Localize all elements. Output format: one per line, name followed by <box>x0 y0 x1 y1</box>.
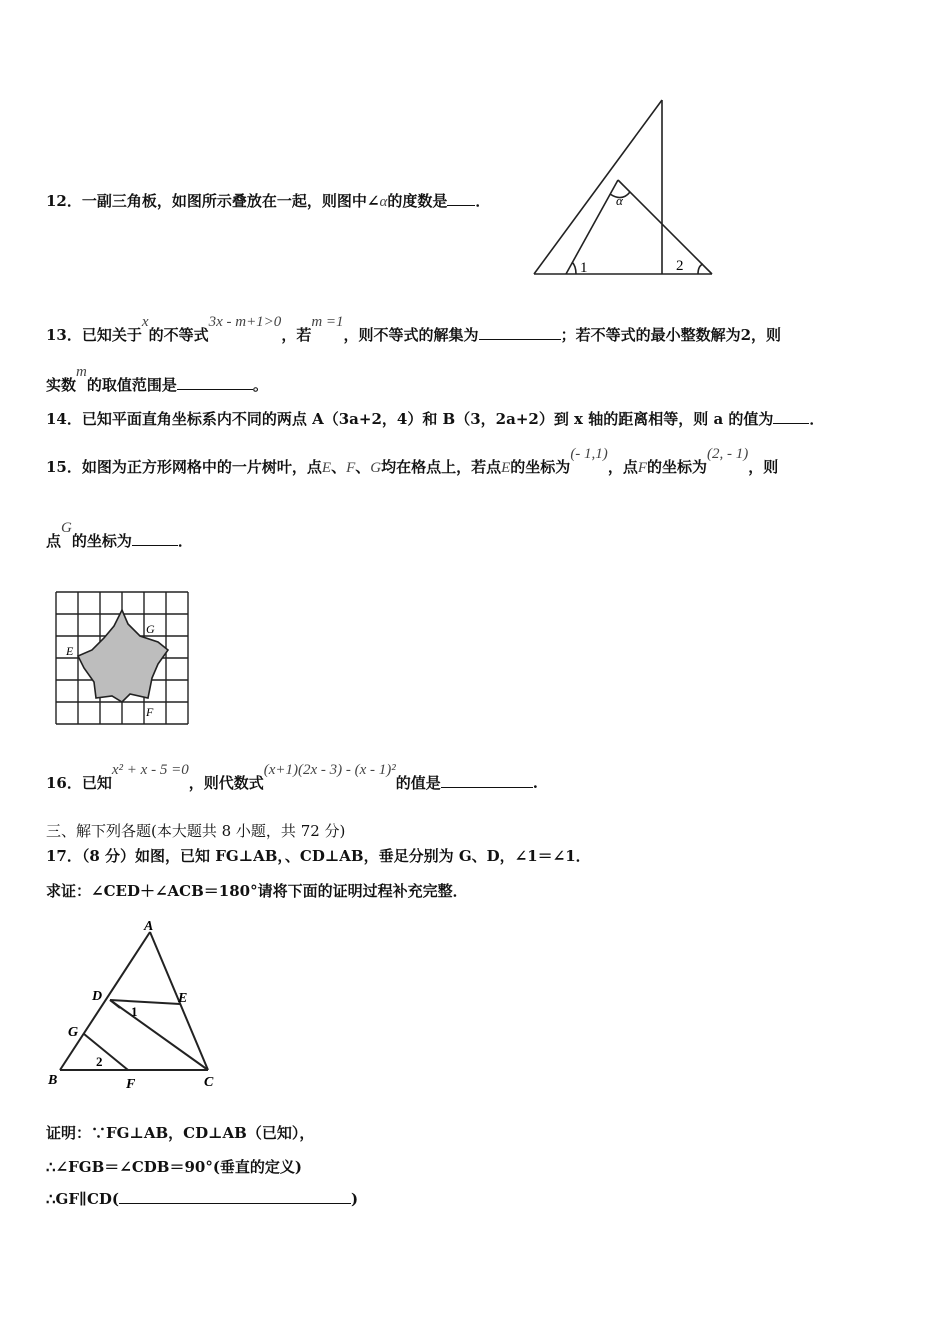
q17-proof-line3: ∴GF∥CD( ) <box>46 1190 359 1208</box>
q15-leaf-grid-figure <box>54 590 194 730</box>
q15-line2: 点G的坐标为 ． <box>46 520 193 550</box>
q17-proof-line2: ∴∠FGB＝∠CDB＝90°(垂直的定义) <box>46 1158 303 1176</box>
q17-proof-blank[interactable] <box>119 1203 351 1204</box>
q12-label-1: 1 <box>580 260 588 276</box>
q15-line1: 15．如图为正方形网格中的一片树叶，点E、F、G均在格点上，若点E的坐标为(- 1,1)，点F的坐标为(2, - 1)，则 <box>46 446 779 476</box>
q15-answer-blank[interactable] <box>132 545 178 546</box>
q17-label-1: 1 <box>131 1004 138 1019</box>
q15-label-E: E <box>66 644 74 658</box>
section3-title: 三、解下列各题(本大题共 8 小题，共 72 分) <box>46 822 346 840</box>
q17-label-E: E <box>178 991 188 1006</box>
q17-label-2: 2 <box>96 1054 103 1069</box>
q13-line2: 实数m的取值范围是 。 <box>46 364 268 394</box>
q15-label-F: F <box>146 705 154 719</box>
q12-label-2: 2 <box>676 258 684 274</box>
q16-answer-blank[interactable] <box>441 787 533 788</box>
q14-text: 14．已知平面直角坐标系内不同的两点 A（3a+2，4）和 B（3，2a+2）到 x 轴的距离相等，则 a 的值为 ． <box>46 410 825 428</box>
q13-answer-blank-2[interactable] <box>177 389 253 390</box>
q17-label-G: G <box>68 1025 79 1040</box>
q17-label-A: A <box>144 919 154 934</box>
q12-label-alpha: α <box>616 193 623 208</box>
q17-proof-line1: 证明：∵FG⊥AB，CD⊥AB（已知）， <box>46 1124 315 1142</box>
q12-answer-blank[interactable] <box>447 205 475 206</box>
q17-label-F: F <box>126 1077 136 1090</box>
q15-label-G: G <box>146 622 155 636</box>
q17-line2: 求证：∠CED＋∠ACB＝180°请将下面的证明过程补充完整． <box>46 882 468 900</box>
q12-text: 12．一副三角板，如图所示叠放在一起，则图中∠α的度数是 ． <box>46 192 491 210</box>
q17-triangle-figure <box>40 918 230 1090</box>
q14-answer-blank[interactable] <box>773 423 809 424</box>
q17-line1: 17．（8 分）如图，已知 FG⊥AB，、CD⊥AB，垂足分别为 G、D，∠1＝∠1． <box>46 847 591 865</box>
q17-label-B: B <box>48 1073 58 1088</box>
q16-text: 16．已知x² + x - 5 =0，则代数式(x+1)(2x - 3) - (x - 1)²的值是 . <box>46 762 539 792</box>
q12-triangle-figure <box>530 96 720 280</box>
q13-answer-blank-1[interactable] <box>479 339 561 340</box>
q17-label-C: C <box>204 1075 214 1090</box>
q13-line1: 13．已知关于x的不等式3x - m+1>0，若m =1，则不等式的解集为 ；若不等式的最小整数解为2，则 <box>46 314 782 344</box>
q17-label-D: D <box>92 989 103 1004</box>
